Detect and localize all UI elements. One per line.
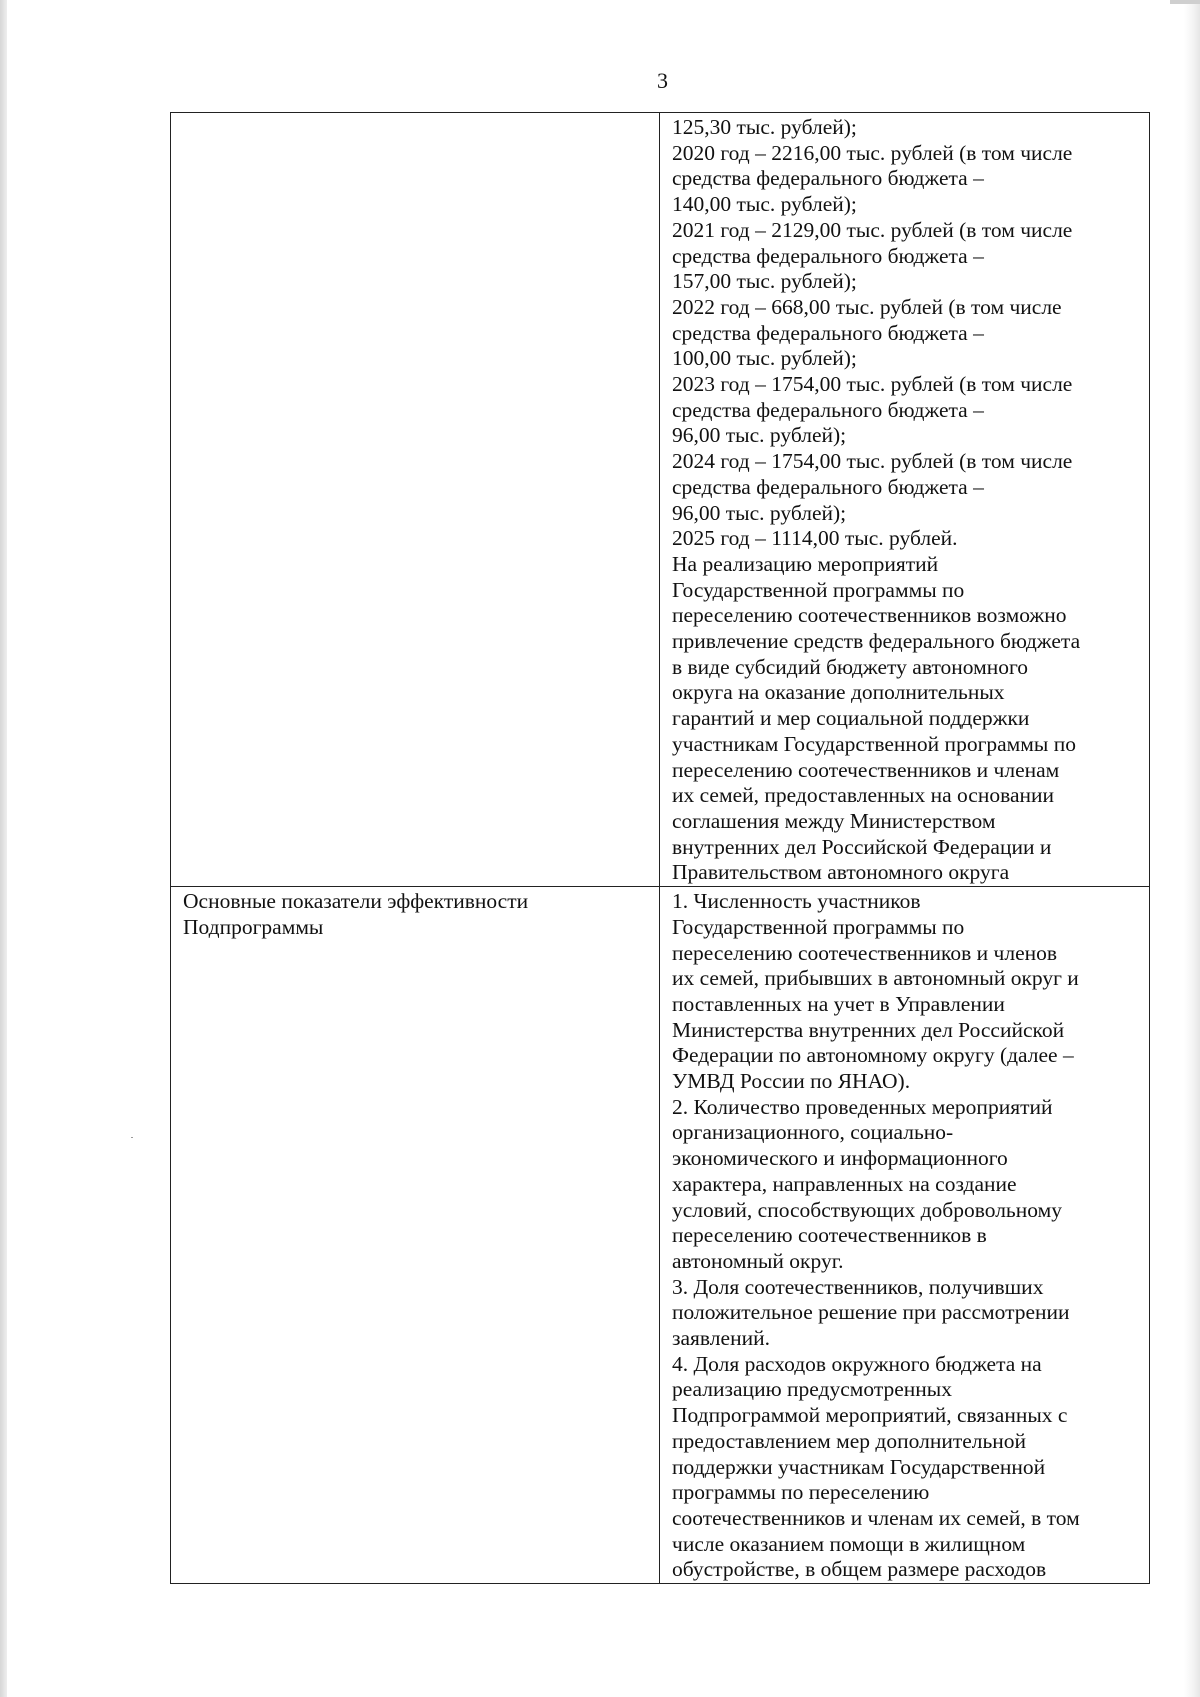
value-line: обустройстве, в общем размере расходов [672,1557,1047,1582]
label-line: Основные показатели эффективности [183,889,529,914]
value-line: привлечение средств федерального бюджета [672,629,1081,654]
value-line: организационного, социально- [672,1120,954,1145]
value-line: 2021 год – 2129,00 тыс. рублей (в том числе [672,217,1073,242]
value-line: средства федерального бюджета – [672,243,984,268]
value-line: реализацию предусмотренных [672,1377,952,1402]
scan-corner-mark [1170,0,1200,4]
value-line: Подпрограммой мероприятий, связанных с [672,1403,1068,1428]
scan-edge-right [1184,0,1200,1697]
row-2-value-cell [660,887,1150,1584]
value-line: 100,00 тыс. рублей); [672,346,857,371]
value-line: их семей, предоставленных на основании [672,783,1055,808]
value-line: Федерации по автономному округу (далее – [672,1043,1074,1068]
value-line: 4. Доля расходов окружного бюджета на [672,1351,1042,1376]
value-line: числе оказанием помощи в жилищном [672,1531,1026,1556]
value-line: 2024 год – 1754,00 тыс. рублей (в том числе [672,449,1073,474]
value-line: Государственной программы по [672,577,965,602]
value-line: 2. Количество проведенных мероприятий [672,1094,1053,1119]
value-line: участникам Государственной программы по [672,731,1076,756]
value-line: 2025 год – 1114,00 тыс. рублей. [672,526,958,551]
value-line: средства федерального бюджета – [672,320,984,345]
value-line: 140,00 тыс. рублей); [672,192,857,217]
value-line: 125,30 тыс. рублей); [672,115,857,139]
label-line: Подпрограммы [183,914,324,939]
value-line: предоставлением мер дополнительной [672,1428,1027,1453]
value-line: Государственной программы по [672,914,965,939]
value-line: 157,00 тыс. рублей); [672,269,857,294]
value-line: поставленных на учет в Управлении [672,991,1005,1016]
value-line: средства федерального бюджета – [672,166,984,191]
value-line: программы по переселению [672,1480,930,1505]
value-line: 2022 год – 668,00 тыс. рублей (в том числе [672,294,1062,319]
value-line: переселению соотечественников в [672,1223,987,1248]
value-line: Министерства внутренних дел Российской [672,1017,1065,1042]
page-number: 3 [657,68,668,93]
value-line: соотечественников и членам их семей, в том [672,1505,1080,1530]
value-line: 96,00 тыс. рублей); [672,423,847,448]
value-line: средства федерального бюджета – [672,474,984,499]
value-line: соглашения между Министерством [672,808,996,833]
value-line: 96,00 тыс. рублей); [672,500,847,525]
value-line: положительное решение при рассмотрении [672,1300,1070,1325]
row-2-label-cell [171,887,660,1584]
value-line: гарантий и мер социальной поддержки [672,706,1030,731]
scan-speck [131,1137,133,1138]
value-line: в виде субсидий бюджету автономного [672,654,1029,679]
value-line: Правительством автономного округа [672,860,1010,885]
value-line: переселению соотечественников возможно [672,603,1067,628]
value-line: 2023 год – 1754,00 тыс. рублей (в том числе [672,372,1073,397]
value-line: 2020 год – 2216,00 тыс. рублей (в том числе [672,140,1073,165]
value-line: На реализацию мероприятий [672,551,939,576]
table-row-funding [171,113,1150,887]
value-line: средства федерального бюджета – [672,397,984,422]
value-line: 1. Численность участников [672,889,921,914]
table-row-indicators [171,887,1150,1584]
value-line: заявлений. [672,1326,770,1351]
value-line: характера, направленных на создание [672,1171,1017,1196]
value-line: внутренних дел Российской Федерации и [672,834,1052,859]
row-1-label-cell [171,113,660,887]
scan-edge-left [0,0,7,1697]
value-line: экономического и информационного [672,1146,1008,1171]
value-line: округа на оказание дополнительных [672,680,1005,705]
value-line: УМВД России по ЯНАО). [672,1069,911,1094]
value-line: переселению соотечественников и членам [672,757,1060,782]
value-line: условий, способствующих добровольному [672,1197,1062,1222]
program-passport-table [170,112,1150,1584]
value-line: поддержки участникам Государственной [672,1454,1046,1479]
value-line: их семей, прибывших в автономный округ и [672,966,1079,991]
value-line: автономный округ. [672,1248,844,1273]
value-line: 3. Доля соотечественников, получивших [672,1274,1044,1299]
value-line: переселению соотечественников и членов [672,940,1058,965]
row-1-value-cell [660,113,1150,887]
